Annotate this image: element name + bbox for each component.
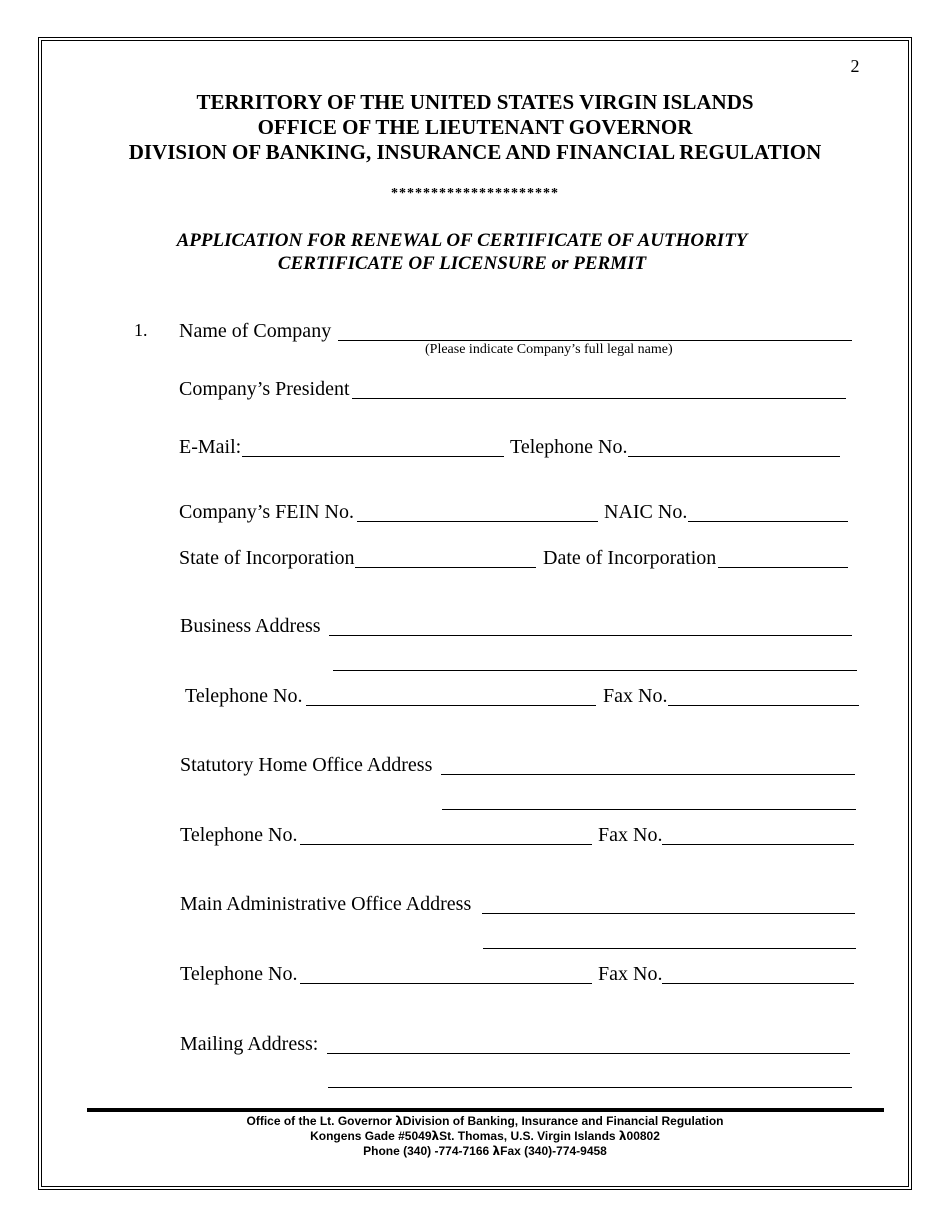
item-number: 1. (134, 320, 148, 340)
footer-division: Division of Banking, Insurance and Financial Regulation (402, 1114, 724, 1128)
separator-glyph: λ (492, 1144, 501, 1158)
statutory-home-office-field-1[interactable] (441, 774, 855, 775)
telephone-field[interactable] (628, 456, 840, 457)
email-field[interactable] (242, 456, 504, 457)
footer-line-1 (0, 1114, 950, 1129)
footer-fax: Fax (340)-774-9458 (500, 1144, 607, 1158)
header-territory: TERRITORY OF THE UNITED STATES VIRGIN ISLANDS (196, 90, 754, 114)
statutory-home-office-field-2[interactable] (442, 809, 856, 810)
main-admin-office-label: Main Administrative Office Address (180, 893, 472, 915)
divider-stars: ********************* (391, 186, 559, 201)
statutory-home-office-label: Statutory Home Office Address (180, 754, 433, 776)
business-telephone-label: Telephone No. (185, 685, 303, 707)
main-admin-fax-field[interactable] (662, 983, 854, 984)
footer-city: St. Thomas, U.S. Virgin Islands (439, 1129, 619, 1143)
company-president-label: Company’s President (179, 378, 350, 400)
footer-office: Office of the Lt. Governor (246, 1114, 396, 1128)
business-address-field-1[interactable] (329, 635, 852, 636)
separator-glyph: λ (431, 1129, 440, 1143)
fein-label: Company’s FEIN No. (179, 501, 354, 523)
business-telephone-field[interactable] (306, 705, 596, 706)
state-of-incorporation-label: State of Incorporation (179, 547, 355, 569)
name-of-company-note: (Please indicate Company’s full legal name) (425, 342, 673, 357)
footer-line-2 (0, 1129, 950, 1144)
name-of-company-label: Name of Company (179, 320, 332, 342)
header-office: OFFICE OF THE LIEUTENANT GOVERNOR (257, 115, 693, 139)
header-division: DIVISION OF BANKING, INSURANCE AND FINANCIAL REGULATION (128, 140, 822, 164)
main-admin-office-field-2[interactable] (483, 948, 856, 949)
date-of-incorporation-field[interactable] (718, 567, 848, 568)
name-of-company-field[interactable] (338, 340, 852, 341)
main-admin-telephone-field[interactable] (300, 983, 592, 984)
main-admin-telephone-label: Telephone No. (180, 963, 298, 985)
naic-field[interactable] (688, 521, 848, 522)
page-border-inner (41, 40, 909, 1187)
state-of-incorporation-field[interactable] (355, 567, 536, 568)
separator-glyph: λ (395, 1114, 403, 1128)
form-title-line2: CERTIFICATE OF LICENSURE or PERMIT (277, 253, 647, 274)
business-address-label: Business Address (180, 615, 321, 637)
separator-glyph: λ (618, 1129, 627, 1143)
date-of-incorporation-label: Date of Incorporation (543, 547, 717, 569)
mailing-address-field-1[interactable] (327, 1053, 850, 1054)
statutory-telephone-field[interactable] (300, 844, 592, 845)
mailing-address-field-2[interactable] (328, 1087, 852, 1088)
mailing-address-label: Mailing Address: (180, 1033, 319, 1055)
business-address-field-2[interactable] (333, 670, 857, 671)
footer-phone: Phone (340) -774-7166 (363, 1144, 493, 1158)
naic-label: NAIC No. (604, 501, 688, 523)
statutory-telephone-label: Telephone No. (180, 824, 298, 846)
business-fax-field[interactable] (668, 705, 859, 706)
email-label: E-Mail: (179, 436, 242, 458)
footer-zip: 00802 (626, 1129, 660, 1143)
company-president-field[interactable] (352, 398, 846, 399)
footer-rule (87, 1108, 884, 1112)
main-admin-office-field-1[interactable] (482, 913, 855, 914)
statutory-fax-label: Fax No. (598, 824, 663, 846)
telephone-label: Telephone No. (510, 436, 628, 458)
fein-field[interactable] (357, 521, 598, 522)
main-admin-fax-label: Fax No. (598, 963, 663, 985)
footer-street: Kongens Gade #5049 (310, 1129, 432, 1143)
page-number: 2 (850, 56, 860, 76)
form-title-line1: APPLICATION FOR RENEWAL OF CERTIFICATE OF AUTHORITY (176, 230, 748, 251)
business-fax-label: Fax No. (603, 685, 668, 707)
footer-line-3 (0, 1144, 950, 1159)
statutory-fax-field[interactable] (662, 844, 854, 845)
